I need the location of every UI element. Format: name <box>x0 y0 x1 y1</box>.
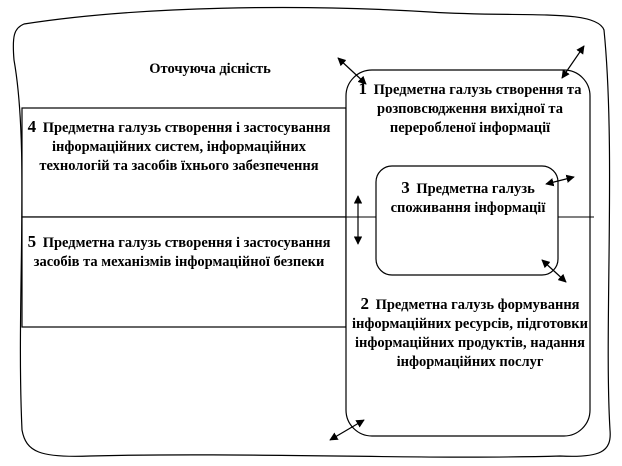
domain-3-text: Предметна галузь споживання інформації <box>390 181 546 216</box>
domain-3-label <box>378 178 558 218</box>
domain-5-number: 5 <box>27 232 37 251</box>
domain-1-text: Предметна галузь створення та розповсюдження вихідної та переробленої інформації <box>373 82 582 136</box>
domain-2-number: 2 <box>360 294 369 313</box>
domain-4-label <box>24 117 334 176</box>
domain-2-text: Предметна галузь формування інформаційних ресурсів, підготовки інформаційних продуктів, надання інформаційних послуг <box>352 297 589 370</box>
domain-4-text: Предметна галузь створення і застосування інформаційних систем, інформаційних технологій та засобів їхнього забезпечення <box>39 120 331 174</box>
domain-4-number: 4 <box>27 117 37 136</box>
domain-1-label <box>352 79 588 138</box>
domain-1-number: 1 <box>358 79 368 98</box>
domain-5-text: Предметна галузь створення і застосування засобів та механізмів інформаційної безпеки <box>33 235 331 270</box>
outer-environment-label: Оточуюча дісність <box>149 61 271 77</box>
domain-3-number: 3 <box>401 178 410 197</box>
domain-5-label <box>24 232 334 314</box>
domain-2-label <box>352 294 588 372</box>
